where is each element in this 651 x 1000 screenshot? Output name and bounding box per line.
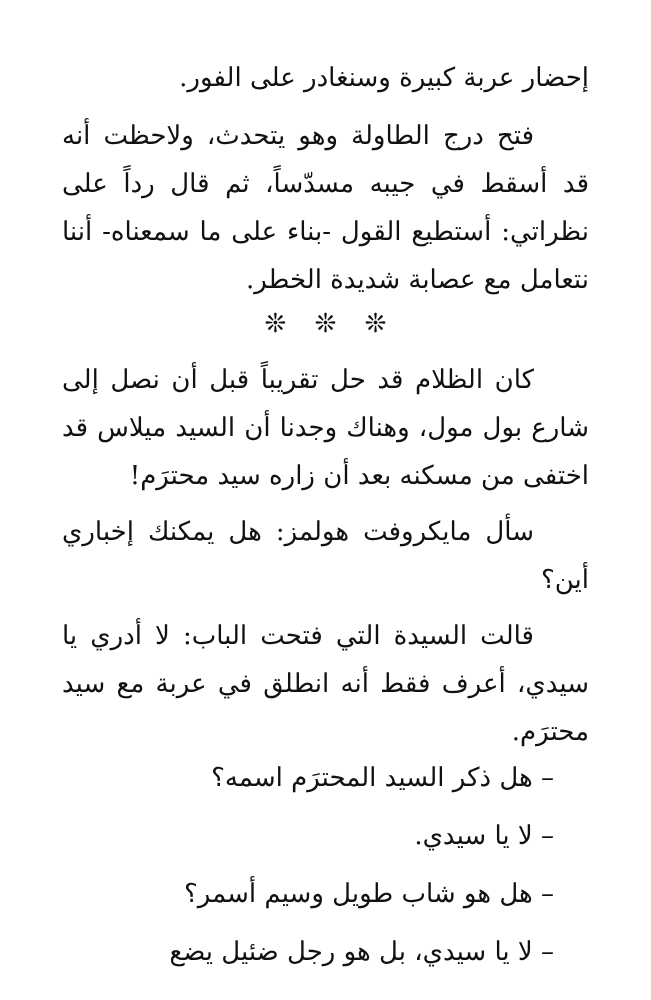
- separator-star-icon: ❊: [264, 309, 287, 339]
- paragraph-3: كان الظلام قد حل تقريباً قبل أن نصل إلى شارع بول مول، وهناك وجدنا أن السيد ميلاس قد اختفى من مسكنه بعد أن زاره سيد محترَم!: [62, 365, 589, 491]
- separator-star-icon: ❊: [364, 309, 387, 339]
- dialogue-line-2: – لا يا سيدي.: [414, 821, 554, 851]
- dialogue-line-4: – لا يا سيدي، بل هو رجل ضئيل يضع: [169, 937, 554, 967]
- dialogue-line-3: – هل هو شاب طويل وسيم أسمر؟: [183, 879, 554, 909]
- section-separator: [0, 304, 651, 344]
- separator-star-icon: ❊: [314, 309, 337, 339]
- paragraph-2: فتح درج الطاولة وهو يتحدث، ولاحظت أنه قد أسقط في جيبه مسدّساً، ثم قال رداً على نظراتي: أستطيع القول -بناء على ما سمعناه- أننا نتعامل مع عصابة شديدة الخطر.: [62, 121, 589, 295]
- paragraph-1: إحضار عربة كبيرة وسنغادر على الفور.: [179, 63, 589, 93]
- paragraph-5: قالت السيدة التي فتحت الباب: لا أدري يا سيدي، أعرف فقط أنه انطلق في عربة مع سيد محترَم.: [62, 621, 589, 747]
- paragraph-4: سأل مايكروفت هولمز: هل يمكنك إخباري أين؟: [62, 517, 589, 595]
- dialogue-line-1: – هل ذكر السيد المحترَم اسمه؟: [211, 763, 554, 793]
